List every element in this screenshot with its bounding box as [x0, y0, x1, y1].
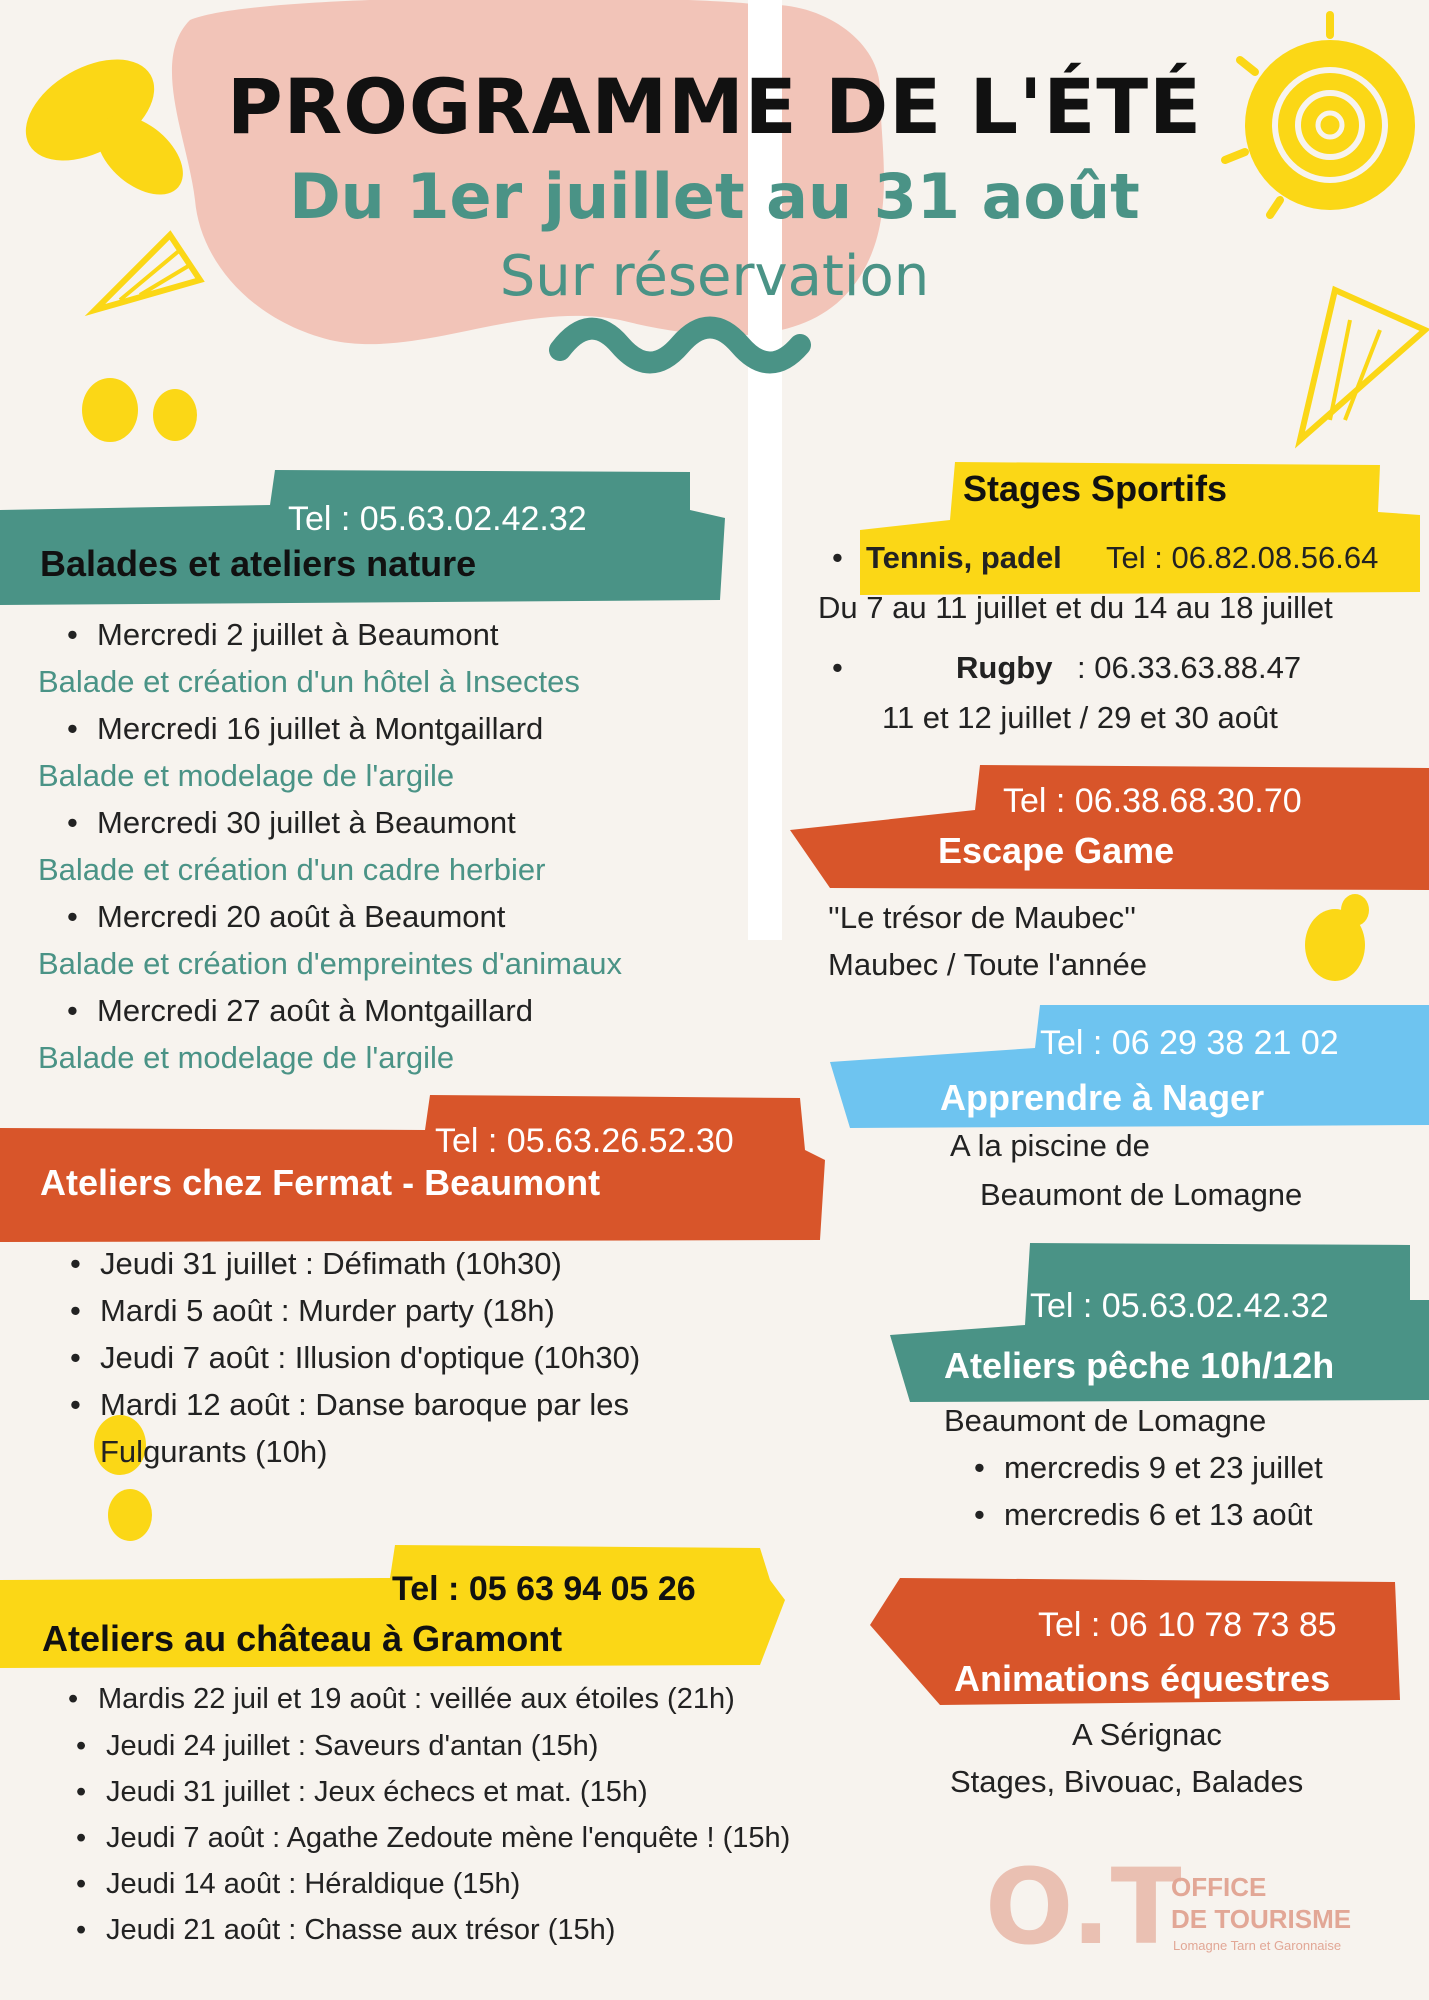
- list-item: • Jeudi 14 août : Héraldique (15h): [106, 1868, 520, 1901]
- escape-line-2: Maubec / Toute l'année: [828, 947, 1148, 982]
- yellow-dot: [82, 378, 138, 442]
- ot-line-3: Lomagne Tarn et Garonnaise: [1173, 1938, 1342, 1953]
- fermat-phone: Tel : 05.63.26.52.30: [435, 1122, 734, 1160]
- equestre-line-2: Stages, Bivouac, Balades: [950, 1764, 1304, 1799]
- list-item: • Mercredi 2 juillet à Beaumont: [97, 617, 498, 653]
- list-item-desc: Balade et modelage de l'argile: [38, 758, 455, 793]
- tennis-dates: Du 7 au 11 juillet et du 14 au 18 juillet: [818, 590, 1333, 625]
- nager-title: Apprendre à Nager: [940, 1077, 1265, 1118]
- list-item-desc: Balade et modelage de l'argile: [38, 1040, 455, 1075]
- page-title: PROGRAMME DE L'ÉTÉ: [226, 62, 1202, 151]
- escape-phone: Tel : 06.38.68.30.70: [1003, 782, 1302, 820]
- list-item: • Mercredi 16 juillet à Montgaillard: [97, 711, 543, 747]
- rugby-label: Rugby: [956, 650, 1053, 685]
- yellow-dot: [1341, 894, 1369, 926]
- nager-phone: Tel : 06 29 38 21 02: [1040, 1024, 1339, 1062]
- list-item: • Mardi 5 août : Murder party (18h): [100, 1293, 555, 1329]
- list-item: • Jeudi 31 juillet : Défimath (10h30): [100, 1246, 562, 1282]
- list-item: • mercredis 6 et 13 août: [1004, 1497, 1312, 1533]
- page-subtitle: Du 1er juillet au 31 août: [289, 160, 1140, 233]
- gramont-phone: Tel : 05 63 94 05 26: [392, 1570, 696, 1608]
- list-item: • Jeudi 21 août : Chasse aux trésor (15h): [106, 1914, 615, 1947]
- list-item: • Mercredi 30 juillet à Beaumont: [97, 805, 516, 841]
- list-item: • Mardi 12 août : Danse baroque par les: [100, 1387, 629, 1423]
- equestre-title: Animations équestres: [954, 1658, 1331, 1699]
- list-item: • Jeudi 7 août : Agathe Zedoute mène l'enquête ! (15h): [106, 1822, 790, 1855]
- equestre-phone: Tel : 06 10 78 73 85: [1038, 1606, 1337, 1644]
- reservation-note: Sur réservation: [499, 244, 930, 309]
- list-item: • Mardis 22 juil et 19 août : veillée aux étoiles (21h): [98, 1683, 735, 1716]
- tennis-phone: Tel : 06.82.08.56.64: [1106, 540, 1379, 575]
- fermat-title: Ateliers chez Fermat - Beaumont: [40, 1162, 601, 1203]
- escape-title: Escape Game: [938, 830, 1175, 871]
- balades-phone: Tel : 05.63.02.42.32: [288, 500, 587, 538]
- list-item-desc: Balade et création d'un hôtel à Insectes: [38, 664, 580, 699]
- escape-line-1: ''Le trésor de Maubec'': [828, 900, 1137, 935]
- list-item: • Jeudi 24 juillet : Saveurs d'antan (15h): [106, 1730, 598, 1763]
- bullet-dot: •: [832, 650, 843, 685]
- stages-title: Stages Sportifs: [963, 468, 1228, 509]
- yellow-triangle: [1300, 290, 1425, 440]
- list-item: • Jeudi 7 août : Illusion d'optique (10h30): [100, 1340, 640, 1376]
- list-item: • Mercredi 20 août à Beaumont: [97, 899, 505, 935]
- bullet-dot: •: [832, 540, 843, 575]
- peche-place: Beaumont de Lomagne: [944, 1403, 1267, 1438]
- peche-phone: Tel : 05.63.02.42.32: [1030, 1287, 1329, 1325]
- nager-line-1: A la piscine de: [950, 1128, 1150, 1163]
- tennis-label: Tennis, padel: [866, 540, 1062, 575]
- gramont-title: Ateliers au château à Gramont: [42, 1618, 563, 1659]
- nager-line-2: Beaumont de Lomagne: [980, 1177, 1303, 1212]
- balades-title: Balades et ateliers nature: [40, 543, 477, 584]
- list-item: • mercredis 9 et 23 juillet: [1004, 1450, 1323, 1486]
- ot-line-2: DE TOURISME: [1171, 1904, 1352, 1934]
- list-item: • Jeudi 31 juillet : Jeux échecs et mat. (15h): [106, 1776, 648, 1809]
- peche-title: Ateliers pêche 10h/12h: [944, 1345, 1335, 1386]
- yellow-dot: [108, 1489, 152, 1541]
- equestre-line-1: A Sérignac: [1072, 1717, 1222, 1752]
- rugby-phone: : 06.33.63.88.47: [1077, 650, 1302, 685]
- list-item-desc: Balade et création d'empreintes d'animaux: [38, 946, 622, 981]
- rugby-dates: 11 et 12 juillet / 29 et 30 août: [882, 700, 1278, 735]
- yellow-dot: [153, 389, 197, 441]
- list-item: • Mercredi 27 août à Montgaillard: [97, 993, 533, 1029]
- ot-mark: O.T: [985, 1846, 1182, 1968]
- list-item-desc: Balade et création d'un cadre herbier: [38, 852, 546, 887]
- ot-line-1: OFFICE: [1171, 1872, 1267, 1902]
- list-item-continued: Fulgurants (10h): [100, 1434, 328, 1469]
